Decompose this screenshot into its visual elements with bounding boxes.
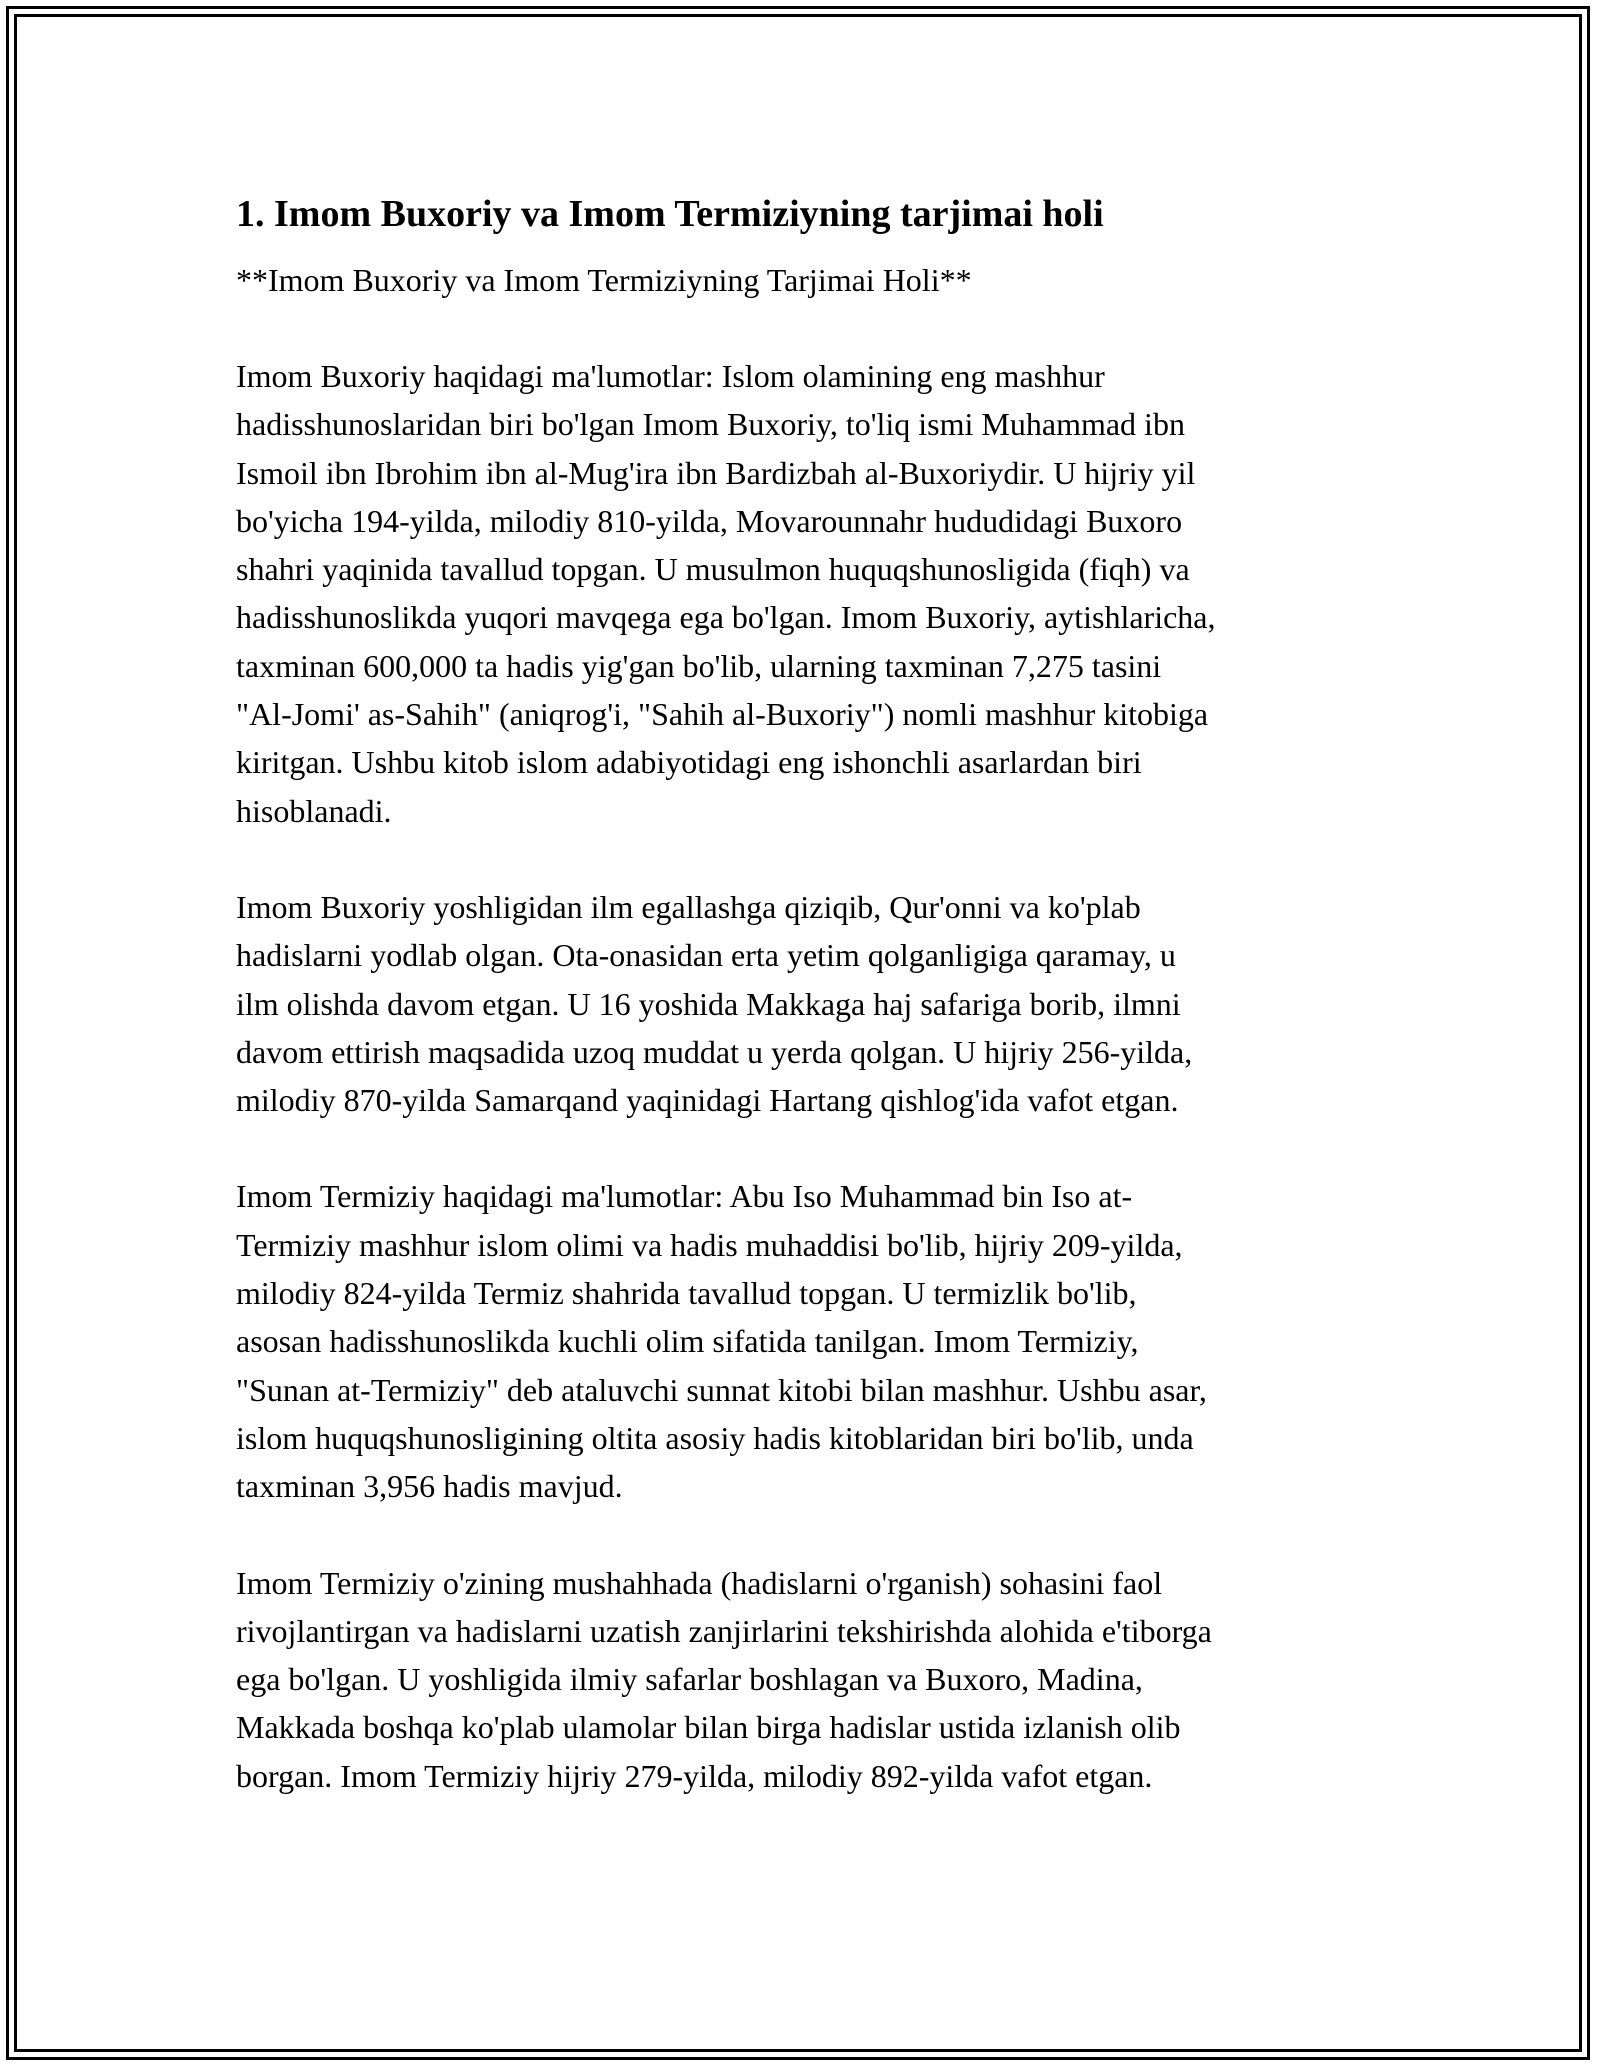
text-line: Imom Termiziy haqidagi ma'lumotlar: Abu Iso Muhammad bin Iso at- <box>236 1178 1133 1215</box>
text-line: Makkada boshqa ko'plab ulamolar bilan birga hadislar ustida izlanish olib <box>236 1709 1181 1746</box>
text-line: rivojlantirgan va hadislarni uzatish zanjirlarini tekshirishda alohida e'tiborga <box>236 1612 1212 1649</box>
text-line: Ismoil ibn Ibrohim ibn al-Mug'ira ibn Bardizbah al-Buxoriydir. U hijriy yil <box>236 454 1196 491</box>
text-line: Imom Buxoriy haqidagi ma'lumotlar: Islom olamining eng mashhur <box>236 358 1105 394</box>
text-line: shahri yaqinida tavallud topgan. U musulmon huquqshunosligida (fiqh) va <box>236 551 1190 588</box>
text-line: bo'yicha 194-yilda, milodiy 810-yilda, Movarounnahr hududidagi Buxoro <box>236 502 1183 539</box>
text-line: hadisshunoslaridan biri bo'lgan Imom Buxoriy, to'liq ismi Muhammad ibn <box>236 406 1185 443</box>
paragraph-termiziy-bio <box>236 1172 1366 1510</box>
paragraph-termiziy-life <box>236 1559 1366 1800</box>
text-line: ega bo'lgan. U yoshligida ilmiy safarlar boshlagan va Buxoro, Madina, <box>236 1661 1143 1698</box>
document-body <box>236 186 1366 1800</box>
text-line: milodiy 870-yilda Samarqand yaqinidagi Hartang qishlog'ida vafot etgan. <box>236 1082 1179 1119</box>
text-line: hadislarni yodlab olgan. Ota-onasidan erta yetim qolganligiga qaramay, u <box>236 937 1176 974</box>
text-line: "Sunan at-Termiziy" deb ataluvchi sunnat kitobi bilan mashhur. Ushbu asar, <box>236 1371 1207 1408</box>
text-line: hadisshunoslikda yuqori mavqega ega bo'lgan. Imom Buxoriy, aytishlaricha, <box>236 599 1216 636</box>
paragraph-buxoriy-life <box>236 883 1366 1124</box>
paragraph-buxoriy-bio <box>236 352 1366 835</box>
document-heading: 1. Imom Buxoriy va Imom Termiziyning tarjimai holi <box>236 193 1104 235</box>
text-line: hisoblanadi. <box>236 792 392 829</box>
text-line: "Al-Jomi' as-Sahih" (aniqrog'i, "Sahih al-Buxoriy") nomli mashhur kitobiga <box>236 696 1209 733</box>
text-line: kiritgan. Ushbu kitob islom adabiyotidagi eng ishonchli asarlardan biri <box>236 744 1142 781</box>
document-subtitle: **Imom Buxoriy va Imom Termiziyning Tarjimai Holi** <box>236 262 972 298</box>
text-line: Imom Buxoriy yoshligidan ilm egallashga qiziqib, Qur'onni va ko'plab <box>236 888 1141 925</box>
text-line: taxminan 3,956 hadis mavjud. <box>236 1468 623 1505</box>
text-line: davom ettirish maqsadida uzoq muddat u yerda qolgan. U hijriy 256-yilda, <box>236 1033 1193 1070</box>
text-line: Imom Termiziy o'zining mushahhada (hadislarni o'rganish) sohasini faol <box>236 1564 1163 1601</box>
text-line: taxminan 600,000 ta hadis yig'gan bo'lib, ularning taxminan 7,275 tasini <box>236 647 1162 684</box>
text-line: borgan. Imom Termiziy hijriy 279-yilda, milodiy 892-yilda vafot etgan. <box>236 1757 1153 1794</box>
text-line: asosan hadisshunoslikda kuchli olim sifatida tanilgan. Imom Termiziy, <box>236 1323 1139 1360</box>
text-line: ilm olishda davom etgan. U 16 yoshida Makkaga haj safariga borib, ilmni <box>236 985 1181 1022</box>
text-line: milodiy 824-yilda Termiz shahrida tavallud topgan. U termizlik bo'lib, <box>236 1275 1137 1312</box>
text-line: islom huquqshunosligining oltita asosiy hadis kitoblaridan biri bo'lib, unda <box>236 1419 1194 1456</box>
text-line: Termiziy mashhur islom olimi va hadis muhaddisi bo'lib, hijriy 209-yilda, <box>236 1226 1183 1263</box>
